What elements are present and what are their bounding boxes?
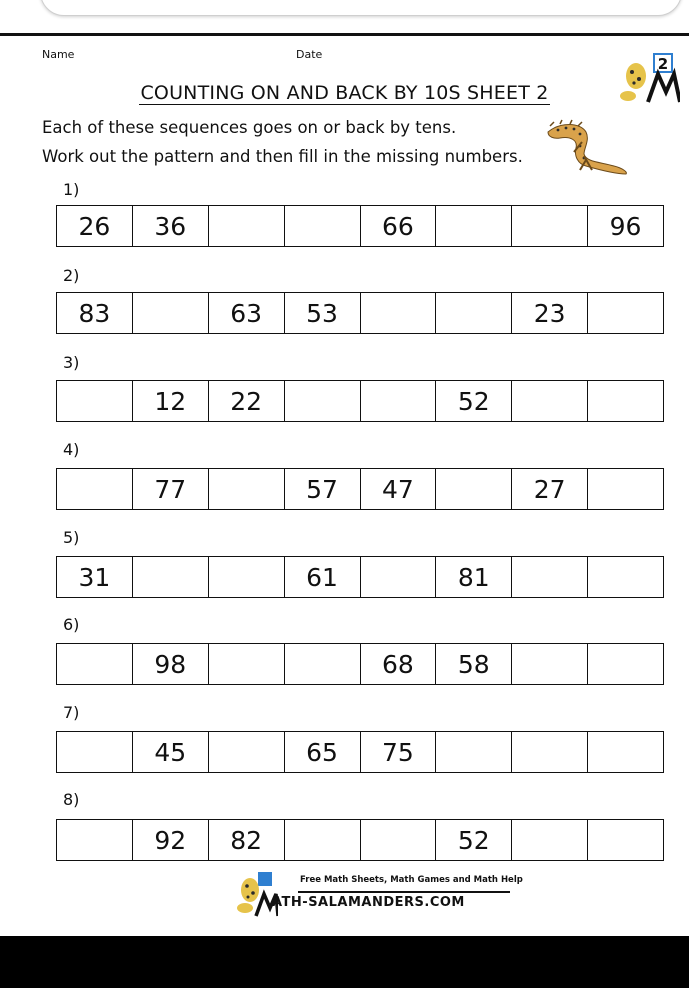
sequence-cell[interactable] — [57, 644, 133, 684]
sequence-row — [56, 205, 664, 247]
sequence-cell[interactable] — [588, 644, 663, 684]
sequence-cell[interactable] — [436, 732, 512, 772]
sequence-cell[interactable] — [588, 820, 663, 860]
worksheet-title — [0, 82, 689, 104]
browser-top-bar — [40, 0, 682, 16]
sequence-cell[interactable]: 23 — [512, 293, 588, 333]
sequence-cell[interactable] — [588, 557, 663, 597]
sequence-cell[interactable]: 26 — [57, 206, 133, 246]
question-label: 2) — [63, 266, 80, 285]
sequence-cell[interactable]: 61 — [285, 557, 361, 597]
sequence-cell[interactable]: 22 — [209, 381, 285, 421]
sequence-cell[interactable] — [209, 557, 285, 597]
sequence-cell[interactable]: 58 — [436, 644, 512, 684]
sequence-cell[interactable] — [57, 469, 133, 509]
sequence-cell[interactable] — [436, 293, 512, 333]
sequence-row — [56, 380, 664, 422]
sequence-cell[interactable]: 52 — [436, 381, 512, 421]
sequence-cell[interactable] — [361, 381, 437, 421]
header-rule — [0, 33, 689, 36]
sequence-cell[interactable] — [436, 469, 512, 509]
question-label: 8) — [63, 790, 80, 809]
sequence-cell[interactable] — [285, 644, 361, 684]
instruction-line-1: Each of these sequences goes on or back by tens. — [42, 118, 457, 137]
sequence-cell[interactable] — [57, 381, 133, 421]
sequence-cell[interactable]: 53 — [285, 293, 361, 333]
name-label: Name — [42, 48, 75, 61]
sequence-cell[interactable]: 65 — [285, 732, 361, 772]
sequence-cell[interactable] — [209, 469, 285, 509]
sequence-cell[interactable] — [512, 381, 588, 421]
sequence-cell[interactable] — [361, 293, 437, 333]
footer-divider — [298, 891, 510, 893]
sequence-row — [56, 731, 664, 773]
question-label: 5) — [63, 528, 80, 547]
worksheet-title-text: COUNTING ON AND BACK BY 10S SHEET 2 — [140, 82, 549, 104]
sequence-cell[interactable] — [361, 820, 437, 860]
sequence-cell[interactable]: 63 — [209, 293, 285, 333]
sequence-row — [56, 292, 664, 334]
question-label: 1) — [63, 180, 80, 199]
footer-site-link[interactable]: ATH-SALAMANDERS.COM — [272, 895, 465, 910]
sequence-cell[interactable] — [512, 820, 588, 860]
sequence-cell[interactable] — [588, 293, 663, 333]
question-label: 3) — [63, 353, 80, 372]
sequence-cell[interactable] — [285, 206, 361, 246]
sequence-cell[interactable] — [209, 644, 285, 684]
question-label: 6) — [63, 615, 80, 634]
sequence-cell[interactable] — [133, 557, 209, 597]
sequence-cell[interactable]: 83 — [57, 293, 133, 333]
sequence-cell[interactable] — [512, 644, 588, 684]
sequence-cell[interactable]: 77 — [133, 469, 209, 509]
sequence-cell[interactable]: 75 — [361, 732, 437, 772]
sequence-cell[interactable]: 92 — [133, 820, 209, 860]
sequence-cell[interactable]: 27 — [512, 469, 588, 509]
sequence-row — [56, 556, 664, 598]
footer-tagline: Free Math Sheets, Math Games and Math Help — [300, 875, 523, 885]
sequence-cell[interactable]: 57 — [285, 469, 361, 509]
sequence-cell[interactable]: 98 — [133, 644, 209, 684]
sequence-cell[interactable] — [285, 820, 361, 860]
sequence-row — [56, 643, 664, 685]
instruction-line-2: Work out the pattern and then fill in the missing numbers. — [42, 147, 523, 166]
sequence-cell[interactable] — [57, 820, 133, 860]
sequence-cell[interactable] — [512, 206, 588, 246]
sequence-cell[interactable]: 45 — [133, 732, 209, 772]
sequence-cell[interactable] — [133, 293, 209, 333]
sequence-cell[interactable] — [512, 732, 588, 772]
sequence-cell[interactable]: 96 — [609, 211, 642, 241]
sequence-cell[interactable] — [285, 381, 361, 421]
salamander-illustration-icon — [540, 118, 630, 178]
sequence-cell[interactable] — [588, 381, 663, 421]
sequence-cell[interactable]: 47 — [361, 469, 437, 509]
sequence-cell[interactable]: 52 — [436, 820, 512, 860]
sequence-cell[interactable] — [209, 206, 285, 246]
sequence-row — [56, 819, 664, 861]
question-label: 7) — [63, 703, 80, 722]
badge-number: 2 — [657, 55, 669, 73]
sequence-cell[interactable]: 12 — [133, 381, 209, 421]
sequence-cell[interactable] — [512, 557, 588, 597]
sequence-cell[interactable] — [588, 469, 663, 509]
sequence-cell[interactable] — [361, 557, 437, 597]
sequence-cell[interactable]: 68 — [361, 644, 437, 684]
sequence-cell[interactable]: 81 — [436, 557, 512, 597]
sequence-cell[interactable]: 31 — [57, 557, 133, 597]
sequence-cell[interactable]: 82 — [209, 820, 285, 860]
sequence-cell[interactable]: 36 — [133, 206, 209, 246]
date-label: Date — [296, 48, 323, 61]
sequence-cell[interactable] — [436, 206, 512, 246]
sequence-cell[interactable] — [588, 732, 663, 772]
math-salamanders-logo-icon — [236, 870, 278, 918]
sequence-cell[interactable]: 66 — [361, 206, 437, 246]
question-label: 4) — [63, 440, 80, 459]
sequence-cell[interactable] — [209, 732, 285, 772]
sequence-cell[interactable] — [57, 732, 133, 772]
sequence-row — [56, 468, 664, 510]
